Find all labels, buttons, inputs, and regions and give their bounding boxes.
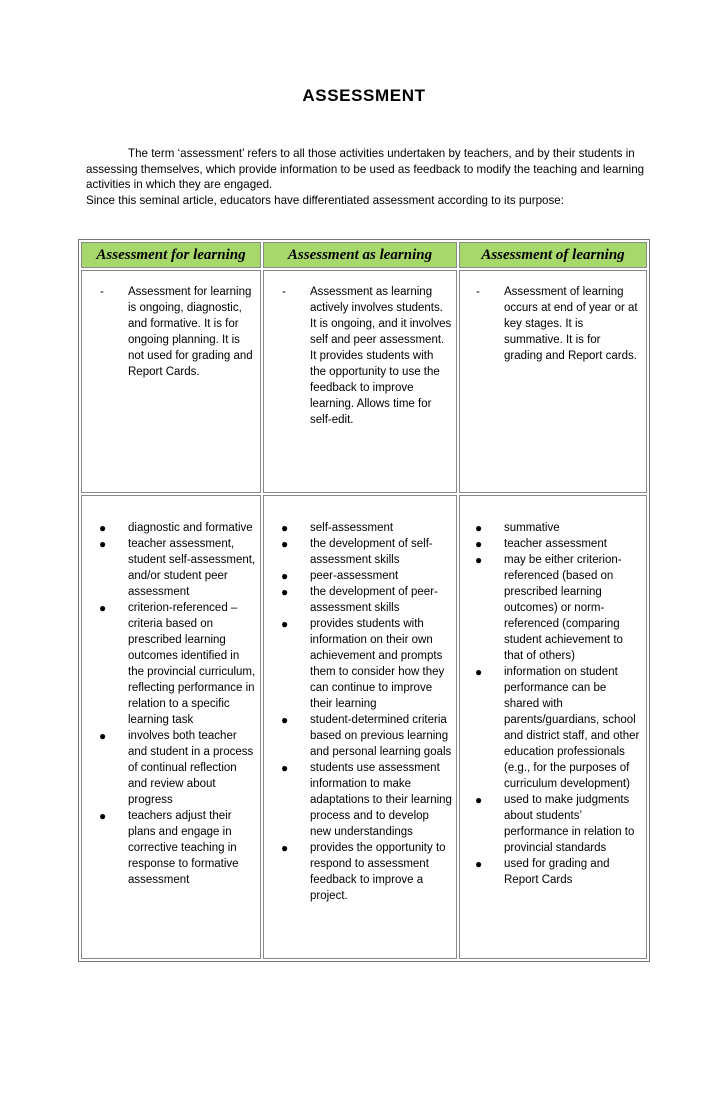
bullet-icon: ●: [475, 537, 483, 551]
dash-marker: -: [476, 286, 480, 298]
bullet-icon: ●: [99, 809, 107, 823]
definition-item: - Assessment as learning actively involves students. It is ongoing, and it involves self and peer assessment. It provides students with the opportunity to use the feedback to improve learning. Allows time for self-edit.: [282, 286, 452, 426]
header-row: [81, 242, 647, 268]
bullet-icon: ●: [281, 713, 289, 727]
list-item: ● teacher assessment, student self-assessment, and/or student peer assessment: [99, 537, 256, 598]
characteristics-cell: [81, 495, 261, 959]
bullet-icon: ●: [475, 521, 483, 535]
list-item: ● provides students with information on their own achievement and prompts them to consider how they can continue to improve their learning: [281, 617, 445, 710]
list-item: ● summative: [475, 521, 560, 535]
bullet-icon: ●: [99, 521, 107, 535]
definition-cell: [459, 270, 647, 493]
bullet-icon: ●: [281, 617, 289, 631]
bullet-icon: ●: [475, 793, 483, 807]
bullet-icon: ●: [475, 665, 483, 679]
list-item: ● the development of self-assessment skills: [281, 537, 433, 566]
list-item: ● the development of peer-assessment skills: [281, 585, 438, 614]
assessment-table: [78, 239, 650, 962]
list-item: ● peer-assessment: [281, 569, 399, 583]
definition-item: - Assessment for learning is ongoing, diagnostic, and formative. It is for ongoing planning. It is not used for grading and Report Cards.: [100, 286, 253, 378]
bullet-icon: ●: [99, 601, 107, 615]
list-item: ● teacher assessment: [475, 537, 607, 551]
dash-marker: -: [282, 286, 286, 298]
list-item: ● student-determined criteria based on previous learning and personal learning goals: [281, 713, 452, 758]
definition-cell: [81, 270, 261, 493]
list-item: ● students use assessment information to make adaptations to their learning process and to develop new understandings: [281, 761, 452, 838]
intro-text: [86, 146, 646, 208]
list-item: ● provides the opportunity to respond to assessment feedback to improve a project.: [281, 841, 446, 902]
column-header: Assessment for learning: [81, 242, 261, 268]
definition-row: [81, 270, 647, 493]
intro-paragraph-1: The term ‘assessment’ refers to all those activities undertaken by teachers, and by their students in assessing themselves, which provide information to be used as feedback to modify the teaching and learning activities in which they are engaged.: [86, 147, 645, 191]
list-item: ● criterion-referenced – criteria based on prescribed learning outcomes identified in the provincial curriculum, reflecting performance in relation to a specific learning task: [99, 601, 256, 726]
column-header: Assessment as learning: [263, 242, 457, 268]
bullet-icon: ●: [281, 537, 289, 551]
list-item: ● used for grading and Report Cards: [475, 857, 610, 886]
characteristics-cell: [263, 495, 457, 959]
list-item: ● information on student performance can be shared with parents/guardians, school and district staff, and other education professionals (e.g., for the purposes of curriculum development): [475, 665, 640, 790]
bullet-icon: ●: [99, 537, 107, 551]
bullet-icon: ●: [281, 841, 289, 855]
bullet-icon: ●: [475, 553, 483, 567]
characteristics-cell: [459, 495, 647, 959]
definition-item: - Assessment of learning occurs at end of year or at key stages. It is summative. It is for grading and Report cards.: [476, 286, 638, 362]
list-item: ● used to make judgments about students’ performance in relation to provincial standards: [475, 793, 635, 854]
bullet-icon: ●: [281, 521, 289, 535]
column-header: Assessment of learning: [459, 242, 647, 268]
bullet-icon: ●: [281, 585, 289, 599]
page-title: ASSESSMENT: [302, 86, 426, 105]
list-item: ● may be either criterion-referenced (based on prescribed learning outcomes) or norm-referenced (comparing student achievement to that of others): [475, 553, 623, 662]
bullet-icon: ●: [99, 729, 107, 743]
definition-cell: [263, 270, 457, 493]
list-item: ● teachers adjust their plans and engage in corrective teaching in response to formative assessment: [99, 809, 239, 886]
list-item: ● diagnostic and formative: [99, 521, 253, 535]
dash-marker: -: [100, 286, 104, 298]
bullet-icon: ●: [281, 761, 289, 775]
list-item: ● self-assessment: [281, 521, 394, 535]
bullet-icon: ●: [281, 569, 289, 583]
characteristics-row: [81, 495, 647, 959]
list-item: ● involves both teacher and student in a process of continual reflection and review about progress: [99, 729, 254, 806]
bullet-icon: ●: [475, 857, 483, 871]
intro-paragraph-2: Since this seminal article, educators have differentiated assessment according to its purpose:: [86, 193, 564, 207]
